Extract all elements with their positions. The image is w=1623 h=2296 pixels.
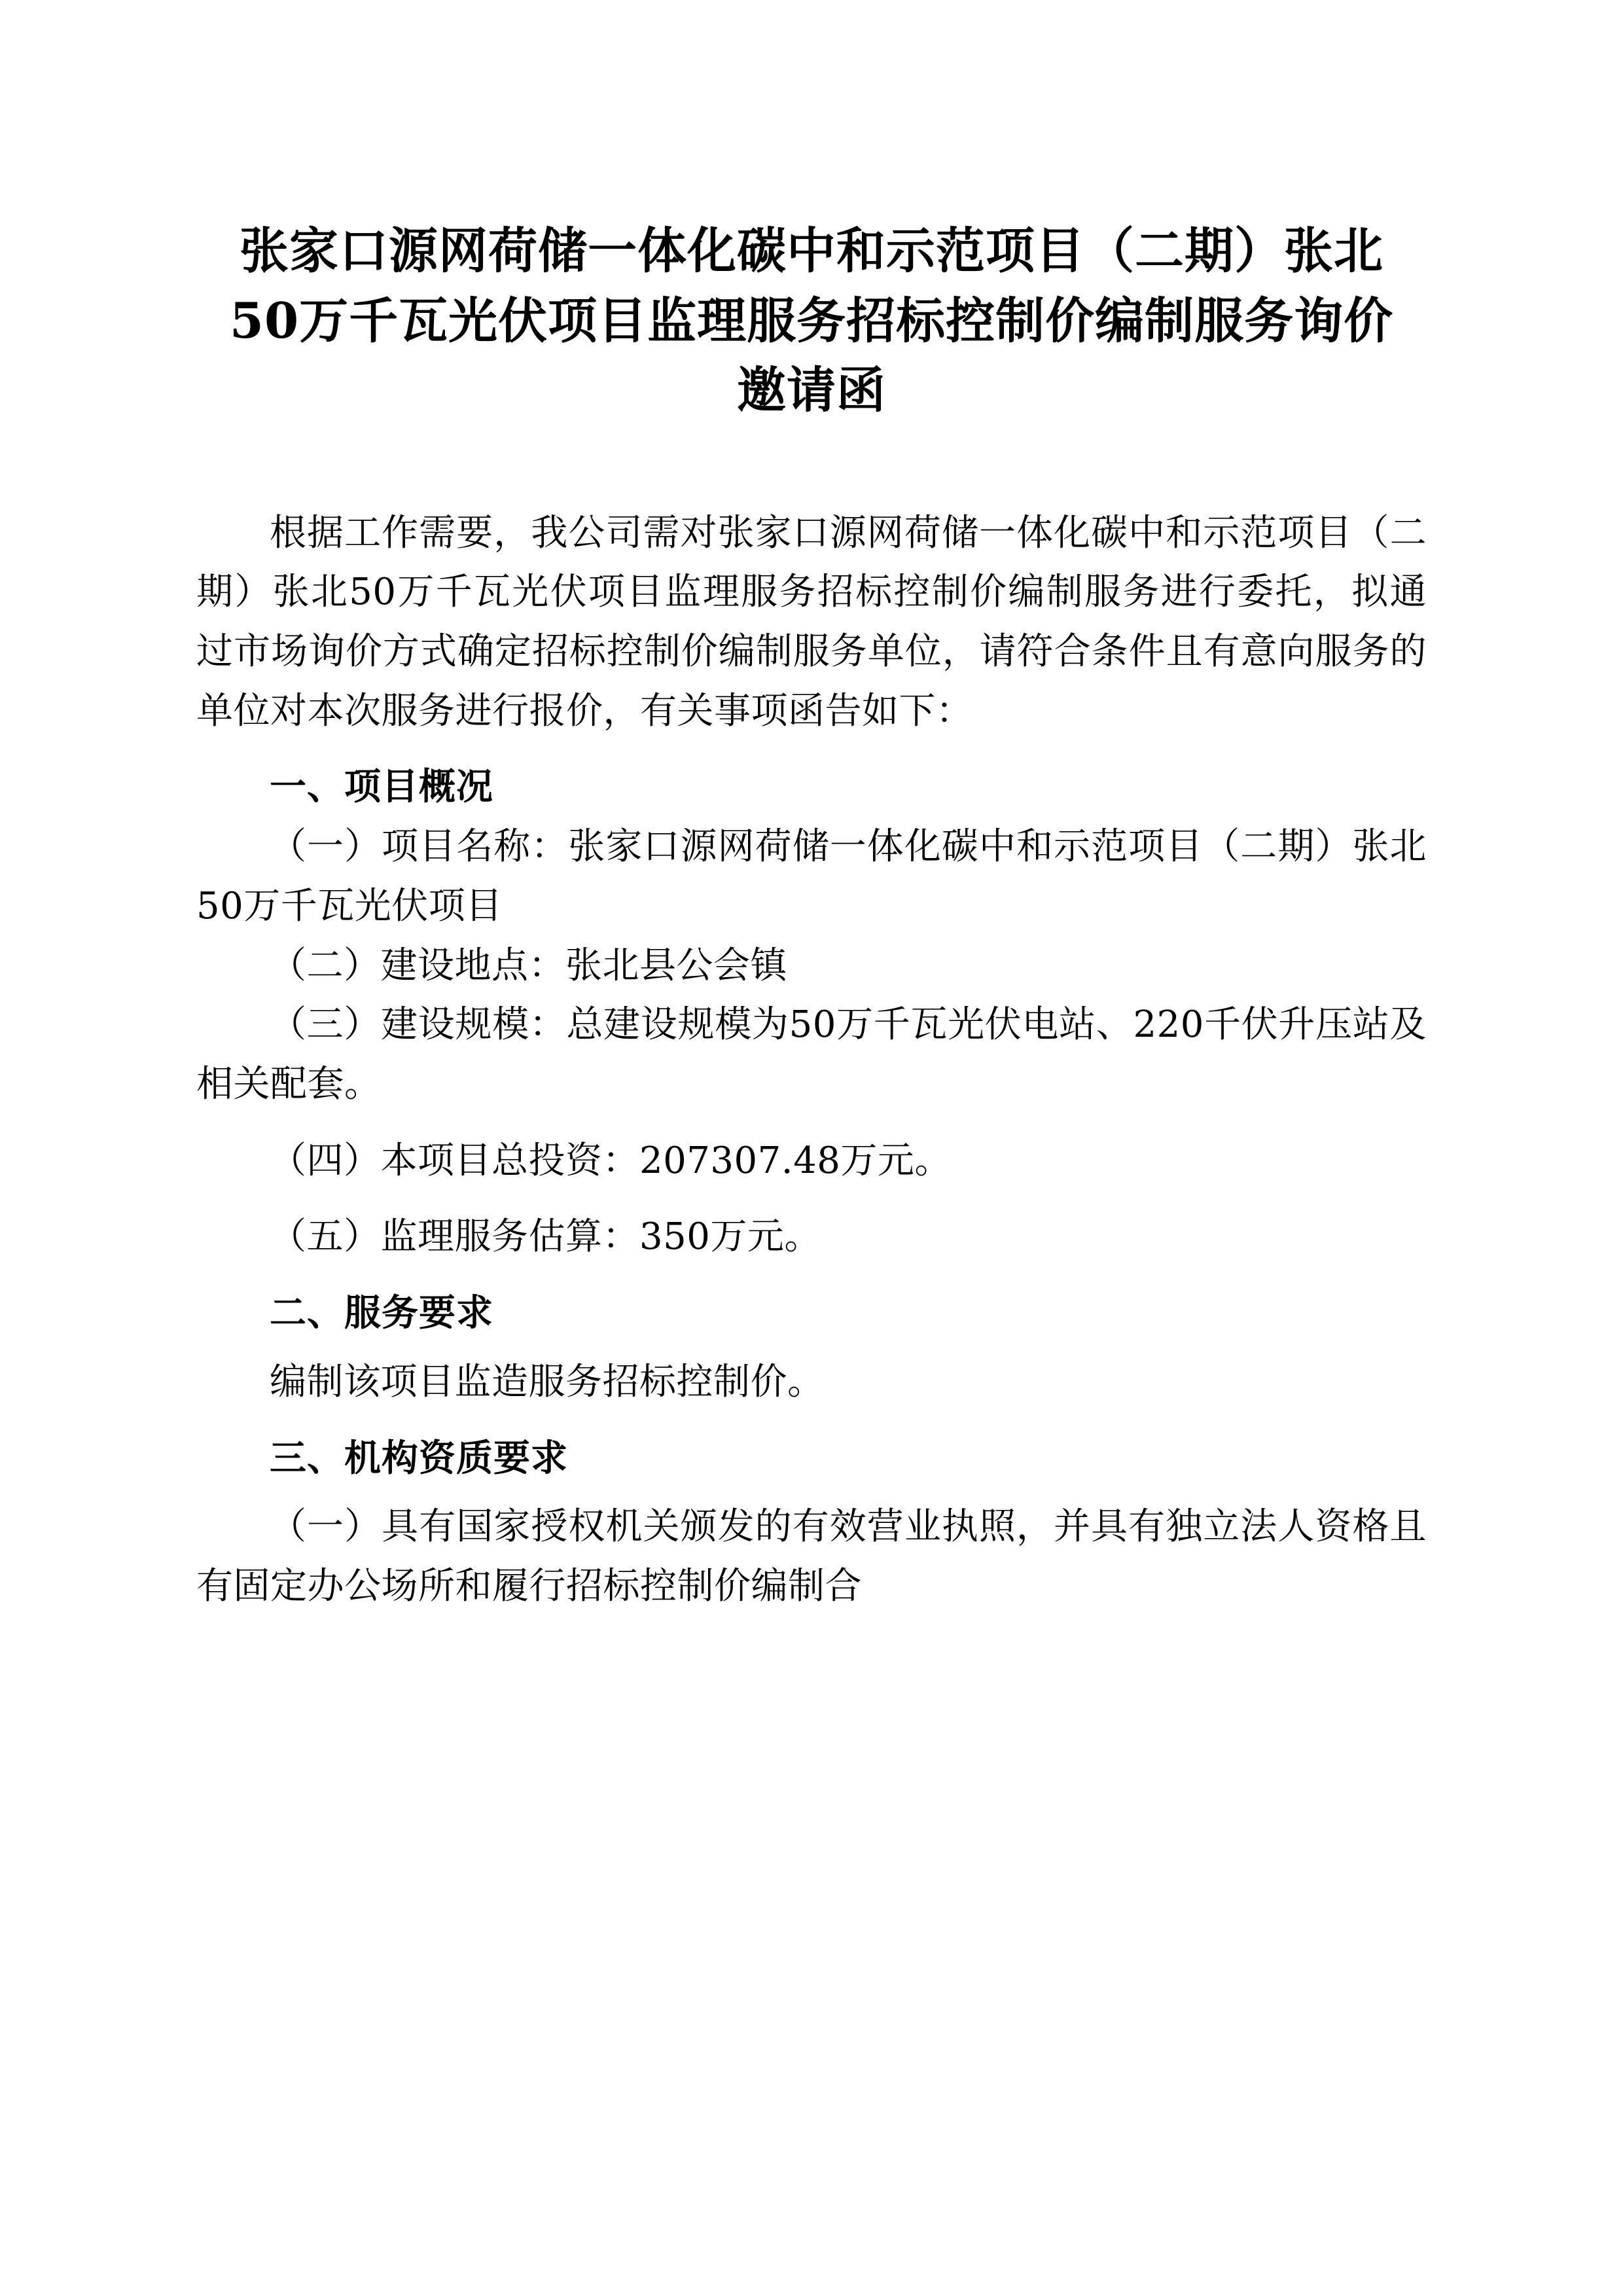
section-1-item-5: （五）监理服务估算：350万元。: [270, 1215, 821, 1259]
spacer: [196, 1344, 1427, 1353]
section-heading-3: 三、机构资质要求: [270, 1437, 568, 1480]
section-heading-1: 一、项目概况: [270, 766, 493, 809]
section-1-item-3: （三）建设规模：总建设规模为50万千瓦光伏电站、220千伏升压站及相关配套。: [196, 1003, 1427, 1105]
section-1-item-1: （一）项目名称：张家口源网荷储一体化碳中和示范项目（二期）张北50万千瓦光伏项目: [196, 825, 1427, 927]
section-1-item-4: （四）本项目总投资：207307.48万元。: [270, 1139, 952, 1182]
spacer: [196, 1191, 1427, 1208]
section-3-item-1: （一）具有国家授权机关颁发的有效营业执照，并具有独立法人资格且有固定办公场所和履行招标控制价编制合: [196, 1505, 1427, 1607]
intro-paragraph: 根据工作需要，我公司需对张家口源网荷储一体化碳中和示范项目（二期）张北50万千瓦光伏项目监理服务招标控制价编制服务进行委托，拟通过市场询价方式确定招标控制价编制服务单位，请符合条件且有意向服务的单位对本次服务进行报价，有关事项函告如下：: [196, 511, 1427, 732]
section-2-item-1: 编制该项目监造服务招标控制价。: [270, 1360, 825, 1403]
section-heading-2: 二、服务要求: [270, 1292, 493, 1335]
page-title: 张家口源网荷储一体化碳中和示范项目（二期）张北50万千瓦光伏项目监理服务招标控制价编制服务询价邀请函: [229, 222, 1394, 419]
spacer: [196, 741, 1427, 758]
section-1-item-2: （二）建设地点：张北县公会镇: [270, 944, 787, 987]
spacer: [196, 1115, 1427, 1132]
spacer: [196, 1412, 1427, 1429]
spacer: [196, 1488, 1427, 1498]
spacer: [196, 1267, 1427, 1284]
title-spacer: [196, 425, 1427, 504]
